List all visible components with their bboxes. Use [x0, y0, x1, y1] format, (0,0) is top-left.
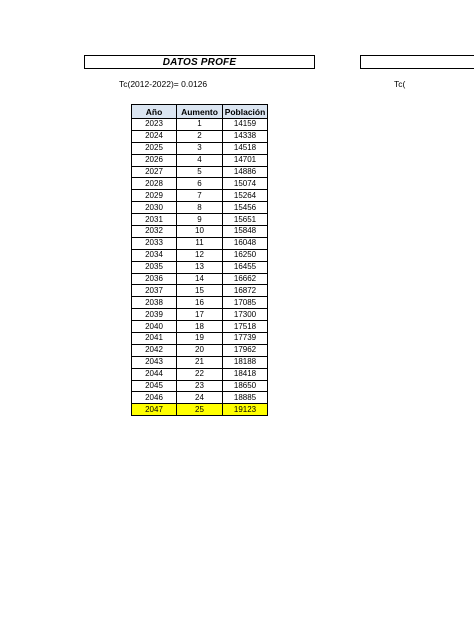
cell-year: 2023: [132, 119, 177, 131]
table-row: [132, 309, 268, 321]
table-row: [132, 333, 268, 345]
table-row: [132, 249, 268, 261]
cell-increase: 3: [177, 142, 223, 154]
table-row: [132, 214, 268, 226]
cell-increase: 14: [177, 273, 223, 285]
cell-population: 15848: [223, 226, 268, 238]
cell-year: 2027: [132, 166, 177, 178]
cell-increase: 10: [177, 226, 223, 238]
cell-population: 17962: [223, 344, 268, 356]
cell-population: 17518: [223, 321, 268, 333]
cell-population: 14518: [223, 142, 268, 154]
table-row: [132, 226, 268, 238]
growth-rate-label-cut: Tc(: [394, 79, 406, 89]
cell-year: 2037: [132, 285, 177, 297]
cell-population: 16455: [223, 261, 268, 273]
cell-increase: 23: [177, 380, 223, 392]
cell-population: 18650: [223, 380, 268, 392]
cell-increase: 15: [177, 285, 223, 297]
cell-increase: 20: [177, 344, 223, 356]
table-row: [132, 380, 268, 392]
table-row: [132, 190, 268, 202]
cell-population: 14338: [223, 130, 268, 142]
table-row: [132, 273, 268, 285]
cell-year: 2035: [132, 261, 177, 273]
header-population: Población: [223, 105, 268, 119]
table-row: [132, 297, 268, 309]
cell-increase: 21: [177, 356, 223, 368]
cell-year: 2030: [132, 202, 177, 214]
cell-population: 15264: [223, 190, 268, 202]
cell-population: 18885: [223, 392, 268, 404]
cell-year: 2047: [132, 404, 177, 416]
cell-year: 2033: [132, 237, 177, 249]
cell-year: 2026: [132, 154, 177, 166]
cell-year: 2039: [132, 309, 177, 321]
cell-population: 15456: [223, 202, 268, 214]
table-row: [132, 392, 268, 404]
table-row: [132, 261, 268, 273]
section-title: [84, 55, 315, 69]
table-row: [132, 237, 268, 249]
table-row: [132, 404, 268, 416]
section-title-text: DATOS PROFE: [162, 56, 237, 68]
cell-increase: 19: [177, 333, 223, 345]
cell-year: 2038: [132, 297, 177, 309]
header-year: Año: [132, 105, 177, 119]
cell-increase: 2: [177, 130, 223, 142]
table-row: [132, 178, 268, 190]
cell-year: 2032: [132, 226, 177, 238]
table-row: [132, 321, 268, 333]
cell-increase: 22: [177, 368, 223, 380]
table-row: [132, 356, 268, 368]
cell-year: 2031: [132, 214, 177, 226]
cell-increase: 13: [177, 261, 223, 273]
population-table: [131, 104, 268, 416]
table-row: [132, 202, 268, 214]
cell-population: 16048: [223, 237, 268, 249]
cell-population: 19123: [223, 404, 268, 416]
cell-population: 16662: [223, 273, 268, 285]
cell-increase: 7: [177, 190, 223, 202]
cell-increase: 5: [177, 166, 223, 178]
table-row: [132, 285, 268, 297]
cell-year: 2036: [132, 273, 177, 285]
table-row: [132, 142, 268, 154]
cell-year: 2045: [132, 380, 177, 392]
cell-increase: 12: [177, 249, 223, 261]
table-row: [132, 166, 268, 178]
cell-year: 2034: [132, 249, 177, 261]
cell-increase: 11: [177, 237, 223, 249]
cell-year: 2040: [132, 321, 177, 333]
cell-population: 16250: [223, 249, 268, 261]
cell-population: 17085: [223, 297, 268, 309]
table-row: [132, 368, 268, 380]
header-increase: Aumento: [177, 105, 223, 119]
table-header-row: [132, 105, 268, 119]
cell-increase: 16: [177, 297, 223, 309]
cell-population: 18418: [223, 368, 268, 380]
table-row: [132, 344, 268, 356]
table-row: [132, 119, 268, 131]
cell-year: 2025: [132, 142, 177, 154]
cell-population: 14159: [223, 119, 268, 131]
cell-year: 2042: [132, 344, 177, 356]
cell-population: 15074: [223, 178, 268, 190]
cell-increase: 18: [177, 321, 223, 333]
cell-year: 2024: [132, 130, 177, 142]
table-row: [132, 130, 268, 142]
table-row: [132, 154, 268, 166]
cell-year: 2043: [132, 356, 177, 368]
cell-population: 17300: [223, 309, 268, 321]
cell-population: 14701: [223, 154, 268, 166]
cell-year: 2041: [132, 333, 177, 345]
cell-year: 2028: [132, 178, 177, 190]
cell-population: 18188: [223, 356, 268, 368]
section-title-cut: [360, 55, 474, 69]
cell-increase: 9: [177, 214, 223, 226]
cell-year: 2044: [132, 368, 177, 380]
cell-population: 17739: [223, 333, 268, 345]
cell-increase: 25: [177, 404, 223, 416]
cell-increase: 1: [177, 119, 223, 131]
cell-population: 15651: [223, 214, 268, 226]
cell-increase: 8: [177, 202, 223, 214]
cell-year: 2029: [132, 190, 177, 202]
cell-increase: 6: [177, 178, 223, 190]
cell-population: 14886: [223, 166, 268, 178]
cell-population: 16872: [223, 285, 268, 297]
cell-increase: 24: [177, 392, 223, 404]
growth-rate-label: Tc(2012-2022)= 0.0126: [119, 79, 208, 89]
cell-year: 2046: [132, 392, 177, 404]
cell-increase: 17: [177, 309, 223, 321]
cell-increase: 4: [177, 154, 223, 166]
